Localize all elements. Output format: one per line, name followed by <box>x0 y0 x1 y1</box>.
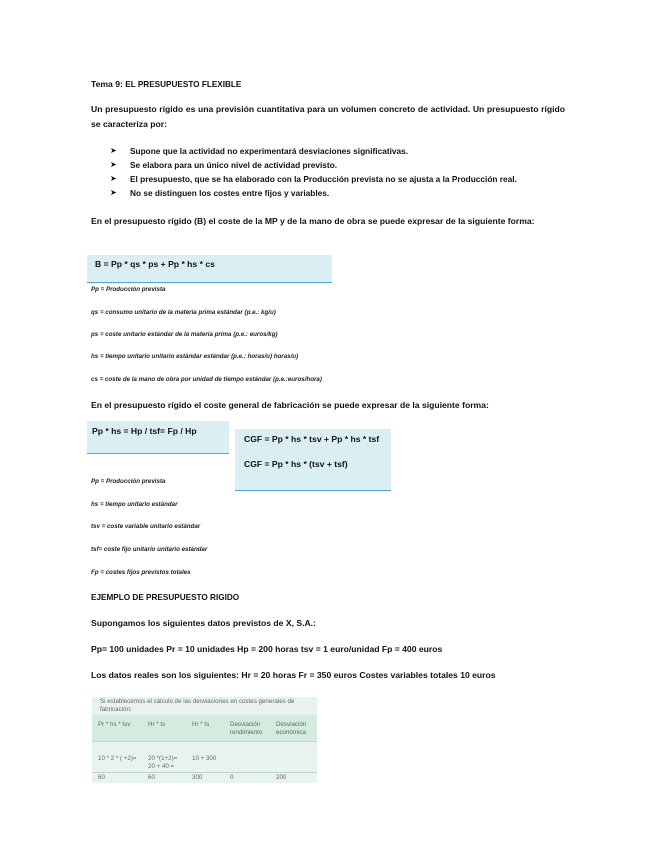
predicted-data: Pp= 100 unidades Pr = 10 unidades Hp = 200 horas tsv = 1 euro/unidad Fp = 400 euros <box>91 644 443 654</box>
list-item: ➤ Se elabora para un único nivel de actividad previsto. <box>110 160 338 170</box>
real-data: Los datos reales son los siguientes: Hr = 20 horas Fr = 350 euros Costes variables totales 10 euros <box>91 670 496 680</box>
table-header-cell: Hr * ts <box>192 721 210 728</box>
table-caption-line-2: fabricación: <box>100 706 132 713</box>
arrow-bullet-icon: ➤ <box>110 188 117 197</box>
table-cell: 10 * 2 * ( +2)= <box>98 755 137 762</box>
arrow-bullet-icon: ➤ <box>110 174 117 183</box>
suppose-paragraph: Supongamos los siguientes datos previstos de X, S.A.: <box>91 618 316 628</box>
arrow-bullet-icon: ➤ <box>110 160 117 169</box>
characteristics-list <box>110 144 517 200</box>
definition-fp: Fp = costes fijos previstos totales <box>91 569 191 576</box>
definition-hs-2: hs = tiempo unitario estándar <box>91 501 178 508</box>
table-divider <box>92 772 317 773</box>
intro-paragraph: Un presupuesto rígido es una previsión cuantitativa para un volumen concreto de actividad. Un presupuesto rígido se caracteriza por: <box>91 104 565 129</box>
example-heading: EJEMPLO DE PRESUPUESTO RIGIDO <box>91 593 240 602</box>
list-item: ➤ Supone que la actividad no experimentará desviaciones significativas. <box>110 146 409 156</box>
formula-cgf-a: CGF = Pp * hs * tsv + Pp * hs * tsf <box>244 434 380 444</box>
list-item: ➤ El presupuesto, que se ha elaborado con la Producción prevista no se ajusta a la Producción real. <box>110 174 517 184</box>
list-item: ➤ No se distinguen los costes entre fijos y variables. <box>110 188 330 198</box>
table-cell: 10 + 300 <box>192 755 217 762</box>
table-cell: 60 <box>98 774 105 781</box>
definition-cs: cs = coste de la mano de obra por unidad de tiempo estándar (p.e.:euros/hora) <box>91 376 322 383</box>
arrow-bullet-icon: ➤ <box>110 146 117 155</box>
definition-tsv: tsv = coste variable unitario estándar <box>91 523 201 530</box>
deviation-table-image <box>92 697 317 783</box>
formula-hs: Pp * hs = Hp / tsf= Fp / Hp <box>92 426 197 436</box>
table-header-cell: Desviación económica <box>276 721 307 736</box>
table-cell: 200 <box>276 774 287 781</box>
table-header-cell: Pr * hs * tsv <box>98 721 131 728</box>
definition-tsf: tsf= coste fijo unitario unitario estándar <box>91 546 208 553</box>
title-main: EL PRESUPUESTO FLEXIBLE <box>125 80 242 89</box>
title-prefix: Tema 9: <box>91 79 126 89</box>
definition-ps: ps = coste unitario estándar de la materia prima (p.e.: euros/kg) <box>91 331 278 338</box>
definition-hs: hs = tiempo unitario unitario estándar estándar (p.e.: horas/u) horas/u) <box>91 353 299 360</box>
cgf-paragraph: En el presupuesto rígido el coste general de fabricación se puede expresar de la siguiente forma: <box>91 400 489 410</box>
formula-cgf-b: CGF = Pp * hs * (tsv + tsf) <box>244 459 348 469</box>
formula-b: B = Pp * qs * ps + Pp * hs * cs <box>95 259 215 269</box>
table-header-cell: Hr * ts <box>148 721 166 728</box>
table-divider <box>92 741 317 742</box>
formula-box-cgf <box>235 429 391 491</box>
table-header-cell: Desviación rendimiento <box>230 721 263 736</box>
formula-box-hs <box>87 421 229 454</box>
definition-pp-2: Pp = Producción prevista <box>91 478 166 485</box>
table-cell: 0 <box>230 774 234 781</box>
page-title <box>91 78 241 91</box>
formula-box-b <box>87 255 332 283</box>
table-cell: 20 *(1+2)= 20 + 40 = <box>148 755 178 770</box>
rigid-budget-paragraph: En el presupuesto rígido (B) el coste de la MP y de la mano de obra se puede expresar de la siguiente forma: <box>91 216 535 226</box>
table-cell: 300 <box>192 774 203 781</box>
table-caption-line-1: Si establecemos el cálculo de las desviaciones en costes generales de <box>100 698 295 705</box>
table-cell: 60 <box>148 774 155 781</box>
definition-pp: Pp = Producción prevista <box>91 286 166 293</box>
definition-qs: qs = consumo unitario de la materia prima estándar (p.e.: kg/u) <box>91 309 276 316</box>
